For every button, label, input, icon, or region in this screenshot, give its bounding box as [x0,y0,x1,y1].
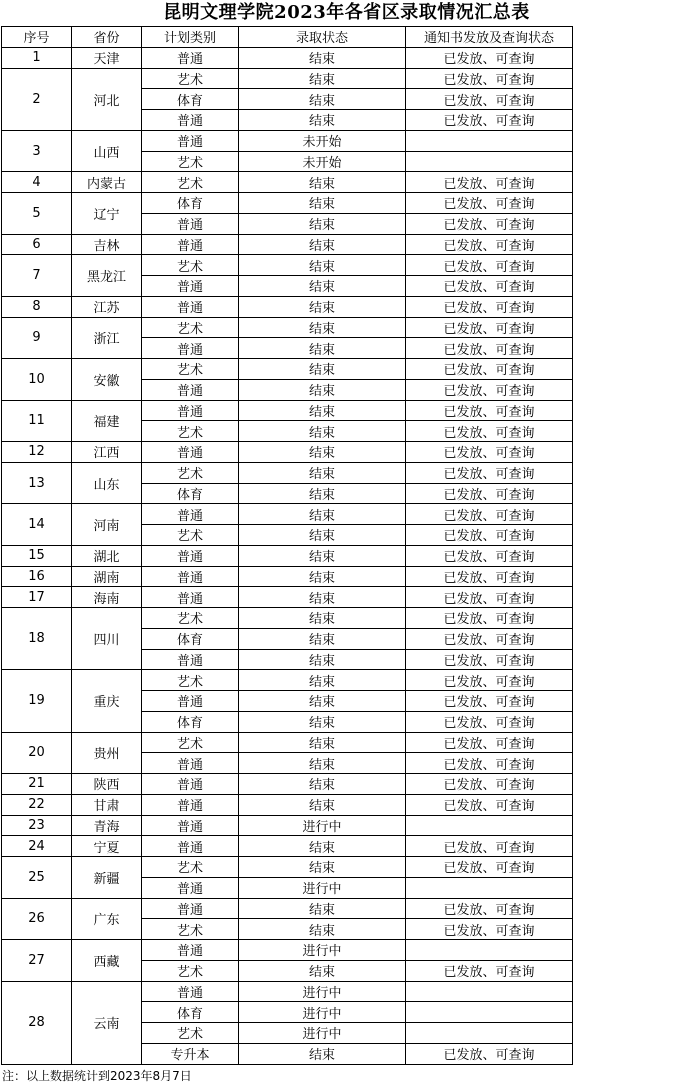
status-cell: 结束 [239,462,406,483]
status-cell: 结束 [239,691,406,712]
notice-status-cell: 已发放、可查询 [406,193,573,214]
status-cell: 结束 [239,587,406,608]
status-cell: 进行中 [239,940,406,961]
province-cell: 湖北 [72,545,142,566]
table-row [2,981,573,1002]
footnote: 注：以上数据统计到2023年8月7日 [2,1069,192,1083]
plan-type-cell: 普通 [142,649,239,670]
notice-status-cell: 已发放、可查询 [406,1043,573,1064]
header-seq: 序号 [2,27,72,48]
province-cell: 安徽 [72,359,142,401]
notice-status-cell: 已发放、可查询 [406,732,573,753]
seq-cell: 19 [2,670,72,732]
status-cell: 结束 [239,276,406,297]
table-row [2,732,573,753]
notice-status-cell [406,940,573,961]
table-row [2,462,573,483]
seq-cell: 15 [2,545,72,566]
seq-cell: 4 [2,172,72,193]
plan-type-cell: 普通 [142,753,239,774]
status-cell: 结束 [239,960,406,981]
table-row [2,130,573,151]
status-cell: 结束 [239,317,406,338]
province-cell: 河北 [72,68,142,130]
notice-status-cell: 已发放、可查询 [406,608,573,629]
table-row [2,193,573,214]
province-cell: 黑龙江 [72,255,142,297]
seq-cell: 25 [2,857,72,899]
notice-status-cell: 已发放、可查询 [406,628,573,649]
notice-status-cell [406,1002,573,1023]
seq-cell: 14 [2,504,72,546]
province-cell: 海南 [72,587,142,608]
notice-status-cell: 已发放、可查询 [406,89,573,110]
province-cell: 青海 [72,815,142,836]
notice-status-cell: 已发放、可查询 [406,379,573,400]
plan-type-cell: 艺术 [142,462,239,483]
table-row [2,47,573,68]
status-cell: 结束 [239,296,406,317]
table-row [2,545,573,566]
province-cell: 福建 [72,400,142,442]
status-cell: 结束 [239,442,406,463]
status-cell: 未开始 [239,151,406,172]
plan-type-cell: 艺术 [142,68,239,89]
province-cell: 贵州 [72,732,142,774]
seq-cell: 21 [2,774,72,795]
plan-type-cell: 普通 [142,213,239,234]
status-cell: 结束 [239,898,406,919]
plan-type-cell: 普通 [142,940,239,961]
province-cell: 河南 [72,504,142,546]
province-cell: 江苏 [72,296,142,317]
notice-status-cell: 已发放、可查询 [406,670,573,691]
notice-status-cell: 已发放、可查询 [406,525,573,546]
table-row [2,670,573,691]
status-cell: 结束 [239,628,406,649]
table-row [2,234,573,255]
province-cell: 湖南 [72,566,142,587]
seq-cell: 16 [2,566,72,587]
notice-status-cell: 已发放、可查询 [406,462,573,483]
status-cell: 结束 [239,836,406,857]
plan-type-cell: 艺术 [142,317,239,338]
province-cell: 陕西 [72,774,142,795]
status-cell: 进行中 [239,981,406,1002]
notice-status-cell: 已发放、可查询 [406,213,573,234]
plan-type-cell: 体育 [142,193,239,214]
notice-status-cell: 已发放、可查询 [406,296,573,317]
status-cell: 结束 [239,545,406,566]
province-cell: 山西 [72,130,142,172]
notice-status-cell [406,1023,573,1044]
province-cell: 吉林 [72,234,142,255]
notice-status-cell: 已发放、可查询 [406,400,573,421]
status-cell: 未开始 [239,130,406,151]
plan-type-cell: 体育 [142,483,239,504]
table-row [2,504,573,525]
seq-cell: 7 [2,255,72,297]
plan-type-cell: 普通 [142,47,239,68]
province-cell: 西藏 [72,940,142,982]
plan-type-cell: 普通 [142,442,239,463]
notice-status-cell: 已发放、可查询 [406,753,573,774]
plan-type-cell: 普通 [142,566,239,587]
status-cell: 结束 [239,794,406,815]
seq-cell: 20 [2,732,72,774]
plan-type-cell: 普通 [142,815,239,836]
plan-type-cell: 普通 [142,836,239,857]
plan-type-cell: 普通 [142,545,239,566]
seq-cell: 2 [2,68,72,130]
table-body [2,47,573,1064]
header-notice-status: 通知书发放及查询状态 [406,27,573,48]
status-cell: 结束 [239,110,406,131]
plan-type-cell: 普通 [142,794,239,815]
notice-status-cell: 已发放、可查询 [406,234,573,255]
plan-type-cell: 普通 [142,276,239,297]
notice-status-cell: 已发放、可查询 [406,774,573,795]
plan-type-cell: 普通 [142,130,239,151]
status-cell: 结束 [239,774,406,795]
notice-status-cell: 已发放、可查询 [406,255,573,276]
admission-summary-table [1,26,573,1065]
notice-status-cell: 已发放、可查询 [406,47,573,68]
province-cell: 天津 [72,47,142,68]
status-cell: 结束 [239,89,406,110]
plan-type-cell: 普通 [142,234,239,255]
plan-type-cell: 体育 [142,711,239,732]
notice-status-cell: 已发放、可查询 [406,857,573,878]
province-cell: 内蒙古 [72,172,142,193]
notice-status-cell: 已发放、可查询 [406,587,573,608]
table-row [2,68,573,89]
table-row [2,566,573,587]
plan-type-cell: 普通 [142,296,239,317]
table-row [2,857,573,878]
plan-type-cell: 艺术 [142,151,239,172]
notice-status-cell: 已发放、可查询 [406,359,573,380]
notice-status-cell: 已发放、可查询 [406,504,573,525]
notice-status-cell: 已发放、可查询 [406,317,573,338]
notice-status-cell: 已发放、可查询 [406,960,573,981]
notice-status-cell: 已发放、可查询 [406,276,573,297]
status-cell: 结束 [239,732,406,753]
status-cell: 进行中 [239,1002,406,1023]
plan-type-cell: 专升本 [142,1043,239,1064]
status-cell: 结束 [239,919,406,940]
province-cell: 辽宁 [72,193,142,235]
plan-type-cell: 普通 [142,338,239,359]
status-cell: 进行中 [239,815,406,836]
status-cell: 结束 [239,421,406,442]
status-cell: 结束 [239,711,406,732]
plan-type-cell: 艺术 [142,608,239,629]
province-cell: 四川 [72,608,142,670]
plan-type-cell: 艺术 [142,919,239,940]
notice-status-cell: 已发放、可查询 [406,691,573,712]
seq-cell: 28 [2,981,72,1064]
status-cell: 结束 [239,608,406,629]
table-row [2,317,573,338]
seq-cell: 18 [2,608,72,670]
seq-cell: 9 [2,317,72,359]
province-cell: 云南 [72,981,142,1064]
seq-cell: 12 [2,442,72,463]
plan-type-cell: 艺术 [142,172,239,193]
seq-cell: 26 [2,898,72,940]
seq-cell: 8 [2,296,72,317]
notice-status-cell: 已发放、可查询 [406,338,573,359]
table-row [2,172,573,193]
table-row [2,400,573,421]
plan-type-cell: 普通 [142,379,239,400]
notice-status-cell: 已发放、可查询 [406,442,573,463]
status-cell: 结束 [239,753,406,774]
page-title: 昆明文理学院2023年各省区录取情况汇总表 [163,2,530,23]
notice-status-cell: 已发放、可查询 [406,919,573,940]
plan-type-cell: 体育 [142,628,239,649]
notice-status-cell: 已发放、可查询 [406,898,573,919]
status-cell: 结束 [239,193,406,214]
plan-type-cell: 普通 [142,587,239,608]
seq-cell: 6 [2,234,72,255]
header-plan-type: 计划类别 [142,27,239,48]
plan-type-cell: 艺术 [142,421,239,442]
notice-status-cell: 已发放、可查询 [406,794,573,815]
seq-cell: 23 [2,815,72,836]
status-cell: 结束 [239,379,406,400]
plan-type-cell: 普通 [142,774,239,795]
table-row [2,587,573,608]
table-row [2,898,573,919]
notice-status-cell [406,877,573,898]
status-cell: 结束 [239,670,406,691]
notice-status-cell: 已发放、可查询 [406,649,573,670]
plan-type-cell: 艺术 [142,255,239,276]
status-cell: 结束 [239,338,406,359]
plan-type-cell: 普通 [142,981,239,1002]
header-status: 录取状态 [239,27,406,48]
province-cell: 新疆 [72,857,142,899]
province-cell: 浙江 [72,317,142,359]
plan-type-cell: 艺术 [142,857,239,878]
seq-cell: 27 [2,940,72,982]
status-cell: 结束 [239,483,406,504]
plan-type-cell: 普通 [142,400,239,421]
province-cell: 广东 [72,898,142,940]
notice-status-cell [406,981,573,1002]
notice-status-cell: 已发放、可查询 [406,68,573,89]
table-row [2,296,573,317]
province-cell: 甘肃 [72,794,142,815]
status-cell: 进行中 [239,1023,406,1044]
plan-type-cell: 体育 [142,1002,239,1023]
status-cell: 结束 [239,1043,406,1064]
province-cell: 重庆 [72,670,142,732]
notice-status-cell: 已发放、可查询 [406,172,573,193]
plan-type-cell: 体育 [142,89,239,110]
table-row [2,255,573,276]
table-row [2,815,573,836]
status-cell: 结束 [239,255,406,276]
notice-status-cell: 已发放、可查询 [406,545,573,566]
seq-cell: 11 [2,400,72,442]
status-cell: 结束 [239,525,406,546]
table-row [2,940,573,961]
plan-type-cell: 普通 [142,898,239,919]
seq-cell: 1 [2,47,72,68]
province-cell: 江西 [72,442,142,463]
status-cell: 进行中 [239,877,406,898]
plan-type-cell: 普通 [142,877,239,898]
status-cell: 结束 [239,400,406,421]
header-row [2,27,573,48]
status-cell: 结束 [239,566,406,587]
seq-cell: 17 [2,587,72,608]
table-row [2,359,573,380]
notice-status-cell: 已发放、可查询 [406,483,573,504]
plan-type-cell: 普通 [142,504,239,525]
status-cell: 结束 [239,234,406,255]
plan-type-cell: 艺术 [142,1023,239,1044]
status-cell: 结束 [239,359,406,380]
plan-type-cell: 普通 [142,110,239,131]
plan-type-cell: 艺术 [142,670,239,691]
table-row [2,794,573,815]
seq-cell: 3 [2,130,72,172]
table-row [2,774,573,795]
plan-type-cell: 艺术 [142,525,239,546]
notice-status-cell: 已发放、可查询 [406,566,573,587]
province-cell: 宁夏 [72,836,142,857]
plan-type-cell: 艺术 [142,359,239,380]
seq-cell: 5 [2,193,72,235]
province-cell: 山东 [72,462,142,504]
table-row [2,608,573,629]
status-cell: 结束 [239,47,406,68]
seq-cell: 10 [2,359,72,401]
table-row [2,442,573,463]
notice-status-cell [406,151,573,172]
header-province: 省份 [72,27,142,48]
table-row [2,836,573,857]
seq-cell: 13 [2,462,72,504]
seq-cell: 24 [2,836,72,857]
notice-status-cell: 已发放、可查询 [406,836,573,857]
plan-type-cell: 普通 [142,691,239,712]
table-header [2,27,573,48]
notice-status-cell [406,815,573,836]
seq-cell: 22 [2,794,72,815]
status-cell: 结束 [239,504,406,525]
plan-type-cell: 艺术 [142,960,239,981]
notice-status-cell: 已发放、可查询 [406,421,573,442]
status-cell: 结束 [239,857,406,878]
status-cell: 结束 [239,213,406,234]
notice-status-cell: 已发放、可查询 [406,711,573,732]
status-cell: 结束 [239,172,406,193]
notice-status-cell: 已发放、可查询 [406,110,573,131]
status-cell: 结束 [239,649,406,670]
notice-status-cell [406,130,573,151]
plan-type-cell: 艺术 [142,732,239,753]
status-cell: 结束 [239,68,406,89]
